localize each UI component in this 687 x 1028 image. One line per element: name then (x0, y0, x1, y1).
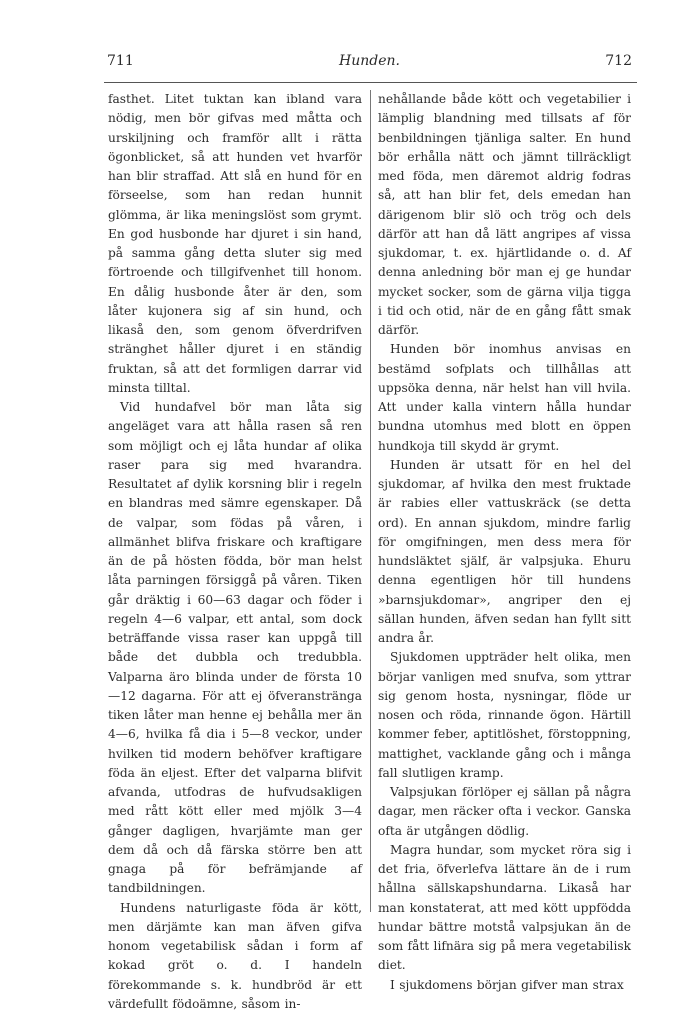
running-header (107, 53, 632, 73)
column-divider (370, 90, 371, 912)
paragraph: Hunden bör inomhus anvisas en bestämd sofplats och tillhållas att uppsöka denna, när helst han vill hvila. Att under kalla vintern hålla hundar bundna utomhus med blott en öppen hundkoja till skydd är grymt. (378, 342, 631, 453)
left-page-number: 711 (107, 53, 134, 69)
paragraph: Hunden är utsatt för en hel del sjukdomar, af hvilka den mest fruktade är rabies eller vattuskräck (se detta ord). En annan sjukdom, mindre farlig för omgifningen, men dess mera för hundsläktet själf, är valpsjuka. Ehuru denna egentligen hör till hundens »barnsjukdomar», angriper den ej sällan hunden, äfven sedan han fyllt sitt andra år. (378, 457, 631, 645)
left-column (108, 90, 362, 1014)
right-column (378, 90, 631, 995)
right-page-number: 712 (605, 53, 632, 69)
paragraph: fasthet. Litet tuktan kan ibland vara nödig, men bör gifvas med måtta och urskiljning och framför allt i rätta ögonblicket, så att hunden vet hvarför han blir straffad. Att slå en hund för en förseelse, som han redan hunnit glömma, är lika meningslöst som grymt. En god husbonde har djuret i sin hand, på samma gång detta sluter sig med förtroende och tillgifvenhet till honom. En dålig husbonde åter är den, som låter kujonera sig af sin hund, och likaså den, som genom öfverdrifven stränghet håller djuret i en ständig fruktan, så att det formligen darrar vid minsta tilltal. (108, 92, 362, 395)
header-rule (104, 82, 637, 83)
paragraph: Vid hundafvel bör man låta sig angeläget vara att hålla rasen så ren som möjligt och ej låta hundar af olika raser para sig med hvarandra. Resultatet af dylik korsning blir i regeln en blandras med sämre egenskaper. Då de valpar, som födas på våren, i allmänhet blifva friskare och kraftigare än de på hösten födda, bör man helst låta parningen försiggå på våren. Tiken går dräktig i 60—63 dagar och föder i regeln 4—6 valpar, ett antal, som dock beträffande vissa raser kan uppgå till både det dubbla och tredubbla. Valparna äro blinda under de första 10—12 dagarna. För att ej öfveranstränga tiken låter man henne ej behålla mer än 4—6, hvilka få dia i 5—8 veckor, under hvilken tid modern behöfver kraftigare föda än eljest. Efter det valparna blifvit afvanda, utfodras de hufvudsakligen med rått kött eller med mjölk 3—4 gånger dagligen, hvarjämte man ger dem då och då färska större ben att gnaga på för befrämjande af tandbildningen. (108, 400, 362, 896)
paragraph: Hundens naturligaste föda är kött, men därjämte kan man äfven gifva honom vegetabilisk sådan i form af kokad gröt o. d. I handeln förekommande s. k. hundbröd är ett värdefullt födoämne, såsom in- (108, 900, 362, 1011)
paragraph: nehållande både kött och vegetabilier i lämplig blandning med tillsats af för benbildningen tjänliga salter. En hund bör erhålla nätt och jämnt tillräckligt med föda, men däremot aldrig fodras så, att han blir fet, dels emedan han därigenom blir slö och trög och dels därför att han då lätt angripes af vissa sjukdomar, t. ex. hjärtlidande o. d. Af denna anledning bör man ej ge hundar mycket socker, som de gärna vilja tigga i tid och otid, när de en gång fått smak därför. (378, 92, 631, 337)
paragraph: Valpsjukan förlöper ej sällan på några dagar, men räcker ofta i veckor. Ganska ofta är utgången dödlig. (378, 785, 631, 838)
running-title: Hunden. (339, 53, 400, 69)
paragraph: Sjukdomen uppträder helt olika, men börjar vanligen med snufva, som yttrar sig genom hosta, nysningar, flöde ur nosen och röda, rinnande ögon. Härtill kommer feber, aptitlöshet, förstoppning, mattighet, vacklande gång och i många fall slutligen kramp. (378, 650, 631, 780)
paragraph: Magra hundar, som mycket röra sig i det fria, öfverlefva lättare än de i rum hållna sällskapshundarna. Likaså har man konstaterat, att med kött uppfödda hundar bättre motstå valpsjukan än de som fått lifnära sig på mera vegetabilisk diet. (378, 842, 631, 973)
paragraph: I sjukdomens början gifver man strax (390, 977, 624, 992)
